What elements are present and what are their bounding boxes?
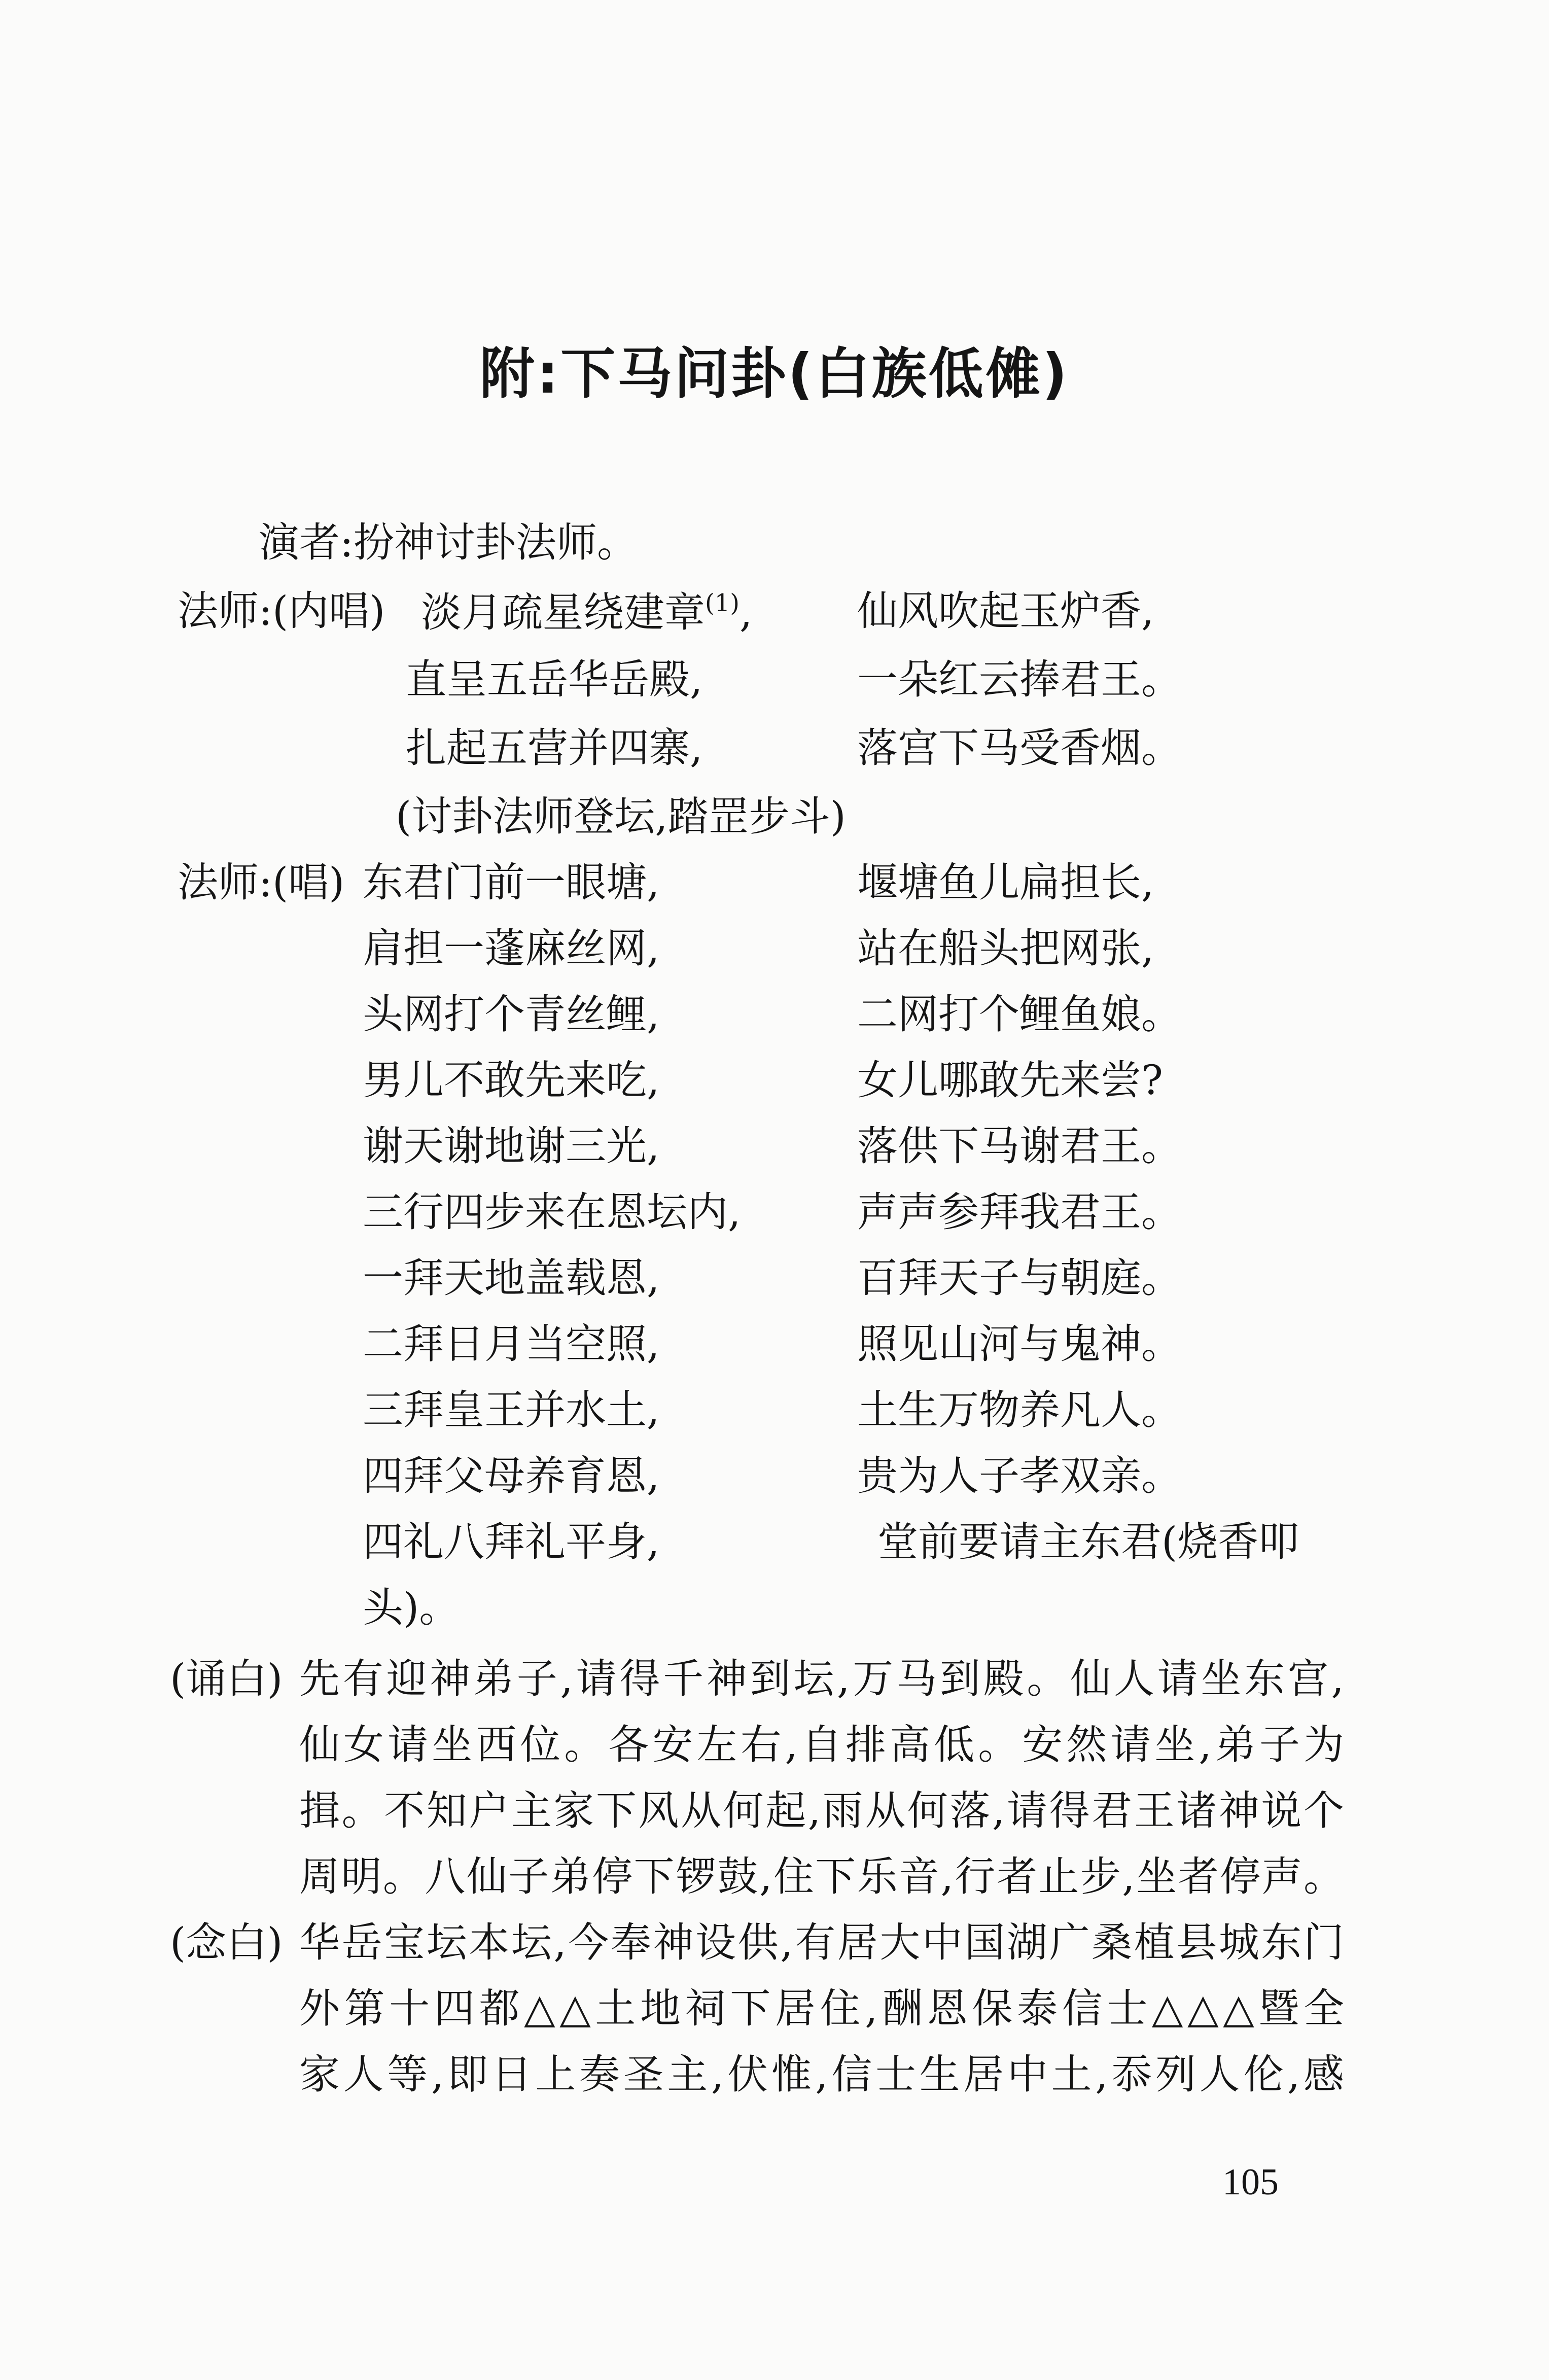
stanza2-wrap: 头)。: [363, 1584, 460, 1631]
stanza1-line-2-right: 一朵红云捧君王。: [857, 656, 1182, 703]
stanza1-line-3-left: 扎起五营并四寨,: [406, 724, 703, 772]
page-title: 附:下马问卦(白族低傩): [480, 342, 1069, 406]
stanza1-line-2-left: 直呈五岳华岳殿,: [406, 656, 703, 703]
stanza2-line-10-left: 四拜父母养育恩,: [363, 1452, 660, 1499]
stanza2-line-11-left: 四礼八拜礼平身,: [363, 1518, 660, 1565]
stanza2-line-3-right: 二网打个鲤鱼娘。: [857, 991, 1182, 1038]
stanza2-line-7-left: 一拜天地盖载恩,: [363, 1254, 660, 1302]
stanza1-line-3-right: 落宫下马受香烟。: [857, 724, 1182, 772]
stanza2-line-6-right: 声声参拜我君王。: [857, 1188, 1182, 1236]
recite2-line-2: 外第十四都△△土地祠下居住,酬恩保泰信士△△△暨全: [299, 1985, 1344, 2032]
stanza2-line-11-right: 堂前要请主东君(烧香叩: [877, 1518, 1299, 1565]
stanza2-prefix: 法师:(唱): [178, 859, 345, 906]
performer-line: 演者:扮神讨卦法师。: [259, 519, 638, 566]
stanza2-line-2-right: 站在船头把网张,: [857, 925, 1154, 972]
stanza2-line-4-left: 男儿不敢先来吃,: [363, 1057, 660, 1104]
recite1-line-4: 周明。八仙子弟停下锣鼓,住下乐音,行者止步,坐者停声。: [299, 1853, 1344, 1900]
stanza2-line-5-right: 落供下马谢君王。: [857, 1123, 1182, 1170]
stanza1-line-1-left: 淡月疏星绕建章$^{(1)}$,: [421, 589, 753, 636]
recite1-line-3: 揖。不知户主家下风从何起,雨从何落,请得君王诸神说个: [299, 1787, 1344, 1834]
stanza2-line-8-left: 二拜日月当空照,: [363, 1320, 660, 1368]
recite2-prefix: (念白): [170, 1919, 283, 1966]
stage-direction: (讨卦法师登坛,踏罡步斗): [396, 793, 846, 840]
stanza2-line-1-left: 东君门前一眼塘,: [363, 859, 660, 906]
stanza2-line-5-left: 谢天谢地谢三光,: [363, 1123, 660, 1170]
recite2-line-3: 家人等,即日上奏圣主,伏惟,信士生居中土,忝列人伦,感: [299, 2051, 1344, 2098]
stanza2-line-3-left: 头网打个青丝鲤,: [363, 991, 660, 1038]
stanza2-line-9-right: 土生万物养凡人。: [857, 1386, 1182, 1433]
stanza2-line-4-right: 女儿哪敢先来尝?: [857, 1057, 1163, 1104]
footnote-marker: (1): [705, 589, 740, 617]
recite1-prefix: (诵白): [170, 1655, 283, 1702]
stanza2-line-6-left: 三行四步来在恩坛内,: [363, 1188, 741, 1236]
stanza2-line-9-left: 三拜皇王并水土,: [363, 1386, 660, 1433]
stanza2-line-2-left: 肩担一蓬麻丝网,: [363, 925, 660, 972]
page-number: 105: [1222, 2161, 1279, 2203]
recite1-line-2: 仙女请坐西位。各安左右,自排高低。安然请坐,弟子为: [299, 1721, 1344, 1768]
stanza2-line-7-right: 百拜天子与朝庭。: [857, 1254, 1182, 1302]
stanza2-line-8-right: 照见山河与鬼神。: [857, 1320, 1182, 1368]
recite1-line-1: 先有迎神弟子,请得千神到坛,万马到殿。仙人请坐东宫,: [299, 1655, 1344, 1702]
stanza1-line-1-right: 仙风吹起玉炉香,: [857, 587, 1154, 635]
stanza2-line-10-right: 贵为人子孝双亲。: [857, 1452, 1182, 1499]
recite2-line-1: 华岳宝坛本坛,今奉神设供,有居大中国湖广桑植县城东门: [299, 1919, 1344, 1966]
stanza2-line-1-right: 堰塘鱼儿扁担长,: [857, 859, 1154, 906]
stanza1-prefix: 法师:(内唱): [178, 587, 385, 635]
